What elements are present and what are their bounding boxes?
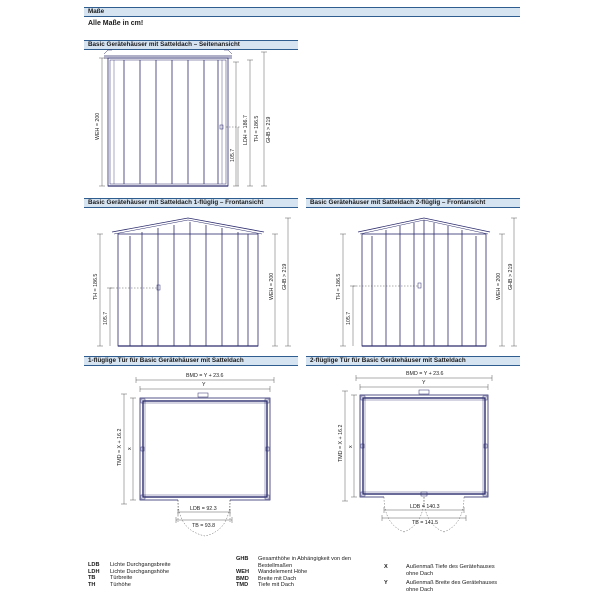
- legend-item: BMD Breite mit Dach: [236, 575, 297, 582]
- section-title-side: Basic Gerätehäuser mit Satteldach – Seitenansicht: [84, 40, 298, 50]
- ldh-label: LDH = 186.7: [243, 115, 249, 145]
- legend-item: TB Türbreite: [88, 575, 133, 582]
- legend-item: LDH Lichte Durchgangshöhe: [88, 568, 170, 575]
- ghb-label-front2: GHB > 219: [508, 263, 514, 290]
- th-label: TH = 186.5: [254, 115, 260, 142]
- y-label-1: Y: [202, 382, 206, 388]
- y-label-2: Y: [422, 380, 426, 386]
- legend-item: LDB Lichte Durchgangsbreite: [88, 562, 171, 568]
- h1057-label: 105.7: [230, 148, 236, 162]
- legend-col-1: [88, 562, 218, 588]
- tmd-label-2: TMD = X + 16.2: [338, 424, 344, 462]
- legend-item: Y Außenmaß Breite des Gerätehauses ohne Dach: [384, 580, 498, 593]
- tb-label-1: TB = 93.8: [192, 523, 216, 529]
- weh-label: WEH = 200: [95, 112, 101, 140]
- h1057-label-front2: 105.7: [346, 311, 352, 325]
- legend-item: GHB Gesamthöhe in Abhängigkeit von den Bestellmaßen: [236, 556, 351, 569]
- weh-label-front2: WEH = 200: [496, 272, 502, 300]
- units-note: Alle Maße in cm!: [88, 20, 144, 27]
- ghb-label-front1: GHB > 219: [282, 263, 288, 290]
- legend-item: WEH Wandelement Höhe: [236, 569, 308, 576]
- legend-item: TMD Tiefe mit Dach: [236, 582, 294, 589]
- ldb-label-2: LDB = 140.3: [410, 504, 440, 510]
- legend-col-2: [236, 556, 376, 589]
- section-title-door1: 1-flüglige Tür für Basic Gerätehäuser mit Satteldach: [84, 356, 298, 366]
- section-title-door2: 2-flüglige Tür für Basic Gerätehäuser mit Satteldach: [306, 356, 520, 366]
- h1057-label-front1: 105.7: [103, 311, 109, 325]
- th-label-front1: TH = 186.5: [93, 273, 99, 300]
- tmd-label-1: TMD = X + 16.2: [117, 428, 123, 466]
- tb-label-2: TB = 141.5: [412, 520, 439, 526]
- section-title-front1: Basic Gerätehäuser mit Satteldach 1-flüglig – Frontansicht: [84, 198, 298, 208]
- legend-item: TH Türhöhe: [88, 581, 131, 588]
- legend-item: X Außenmaß Tiefe des Gerätehauses ohne Dach: [384, 564, 495, 577]
- page-title: Maße: [88, 8, 105, 15]
- x-label-1: x: [127, 447, 133, 450]
- bmd-label-2: BMD = Y + 23.6: [406, 371, 444, 377]
- section-title-front2: Basic Gerätehäuser mit Satteldach 2-flüglig – Frontansicht: [306, 198, 520, 208]
- weh-label-front1: WEH = 200: [269, 272, 275, 300]
- ldb-label-1: LDB = 92.3: [190, 506, 217, 512]
- ghb-label: GHB > 219: [266, 116, 272, 143]
- legend-col-3: [384, 564, 514, 593]
- bmd-label-1: BMD = Y + 23.6: [186, 373, 224, 379]
- x-label-2: x: [348, 445, 354, 448]
- th-label-front2: TH = 186.5: [336, 273, 342, 300]
